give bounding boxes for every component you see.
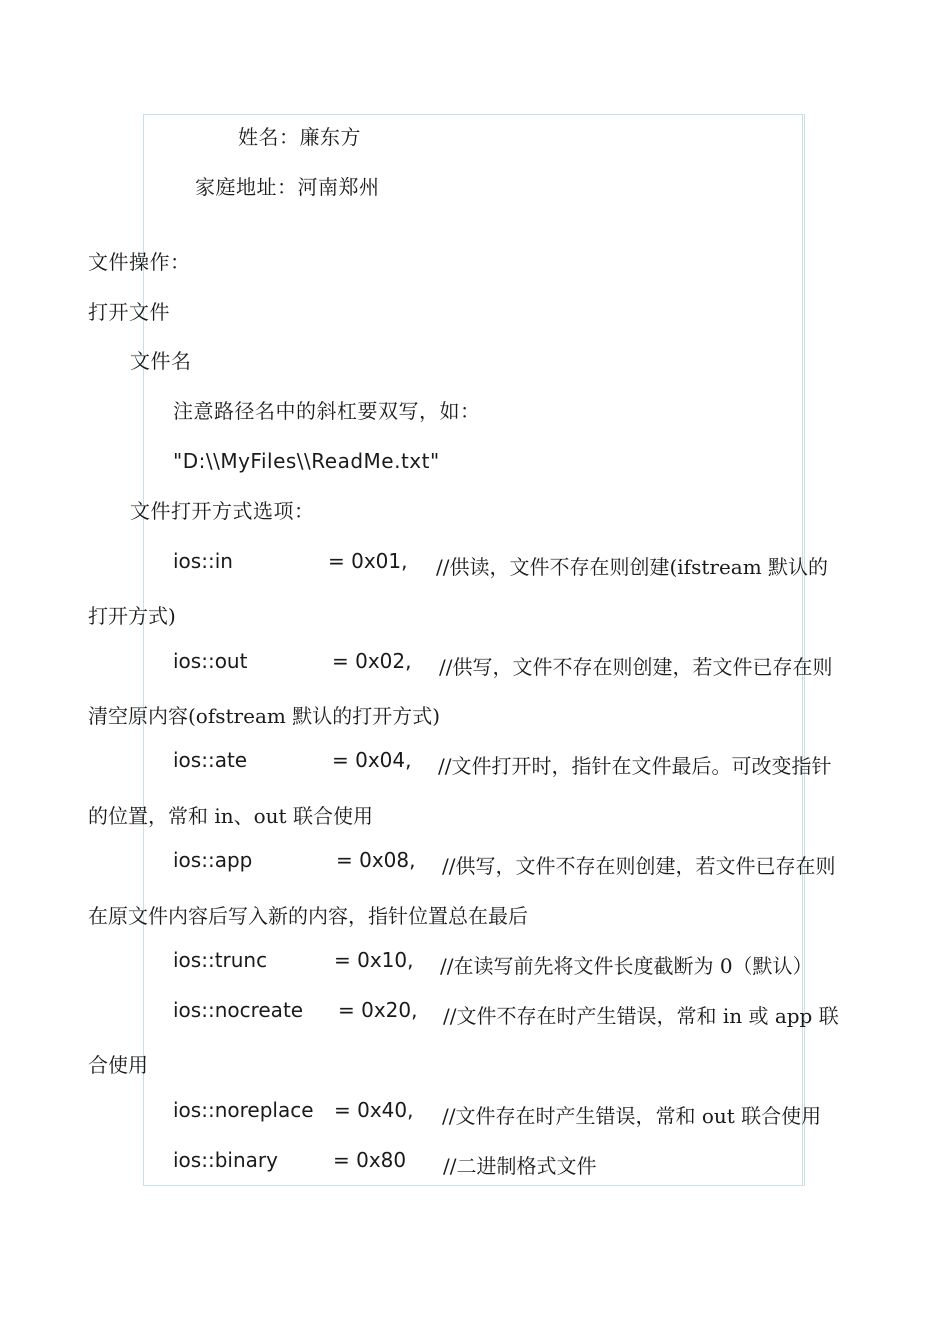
mode-value: = 0x04,: [332, 748, 412, 772]
mode-comment: //供写，文件不存在则创建，若文件已存在则: [442, 854, 836, 878]
mode-comment: //供写，文件不存在则创建，若文件已存在则: [439, 655, 833, 679]
mode-comment: //文件打开时，指针在文件最后。可改变指针: [438, 754, 832, 778]
mode-value: = 0x01,: [328, 549, 408, 573]
open-file-heading: 打开文件: [88, 300, 170, 324]
mode-comment-cont: 打开方式): [88, 604, 176, 628]
mode-value: = 0x20,: [338, 998, 418, 1022]
mode-name: ios::trunc: [173, 948, 268, 972]
mode-comment-cont: 清空原内容(ofstream 默认的打开方式): [88, 704, 440, 728]
mode-value: = 0x40,: [334, 1098, 414, 1122]
path-note: 注意路径名中的斜杠要双写，如：: [173, 399, 481, 423]
address-line: 家庭地址：河南郑州: [195, 175, 380, 199]
mode-name: ios::in: [173, 549, 233, 573]
mode-name: ios::out: [173, 649, 248, 673]
name-line: 姓名：廉东方: [238, 125, 361, 149]
mode-name: ios::app: [173, 848, 253, 872]
mode-value: = 0x10,: [334, 948, 414, 972]
mode-comment-cont: 合使用: [88, 1053, 148, 1077]
mode-name: ios::binary: [173, 1148, 278, 1172]
mode-value: = 0x80: [333, 1148, 407, 1172]
mode-comment-cont: 在原文件内容后写入新的内容，指针位置总在最后: [88, 904, 528, 928]
mode-value: = 0x02,: [332, 649, 412, 673]
path-example: "D:\\MyFiles\\ReadMe.txt": [173, 449, 440, 473]
mode-name: ios::nocreate: [173, 998, 304, 1022]
mode-comment: //在读写前先将文件长度截断为 0（默认）: [440, 954, 813, 978]
section-title: 文件操作：: [88, 250, 191, 274]
mode-name: ios::ate: [173, 748, 248, 772]
mode-comment-cont: 的位置，常和 in、out 联合使用: [88, 804, 373, 828]
file-name-heading: 文件名: [130, 349, 192, 373]
mode-value: = 0x08,: [336, 848, 416, 872]
mode-name: ios::noreplace: [173, 1098, 314, 1122]
mode-comment: //二进制格式文件: [443, 1154, 597, 1178]
mode-comment: //文件不存在时产生错误，常和 in 或 app 联: [443, 1004, 839, 1028]
mode-comment: //供读，文件不存在则创建(ifstream 默认的: [436, 555, 829, 579]
modes-title: 文件打开方式选项：: [130, 499, 315, 523]
mode-comment: //文件存在时产生错误，常和 out 联合使用: [442, 1104, 822, 1128]
